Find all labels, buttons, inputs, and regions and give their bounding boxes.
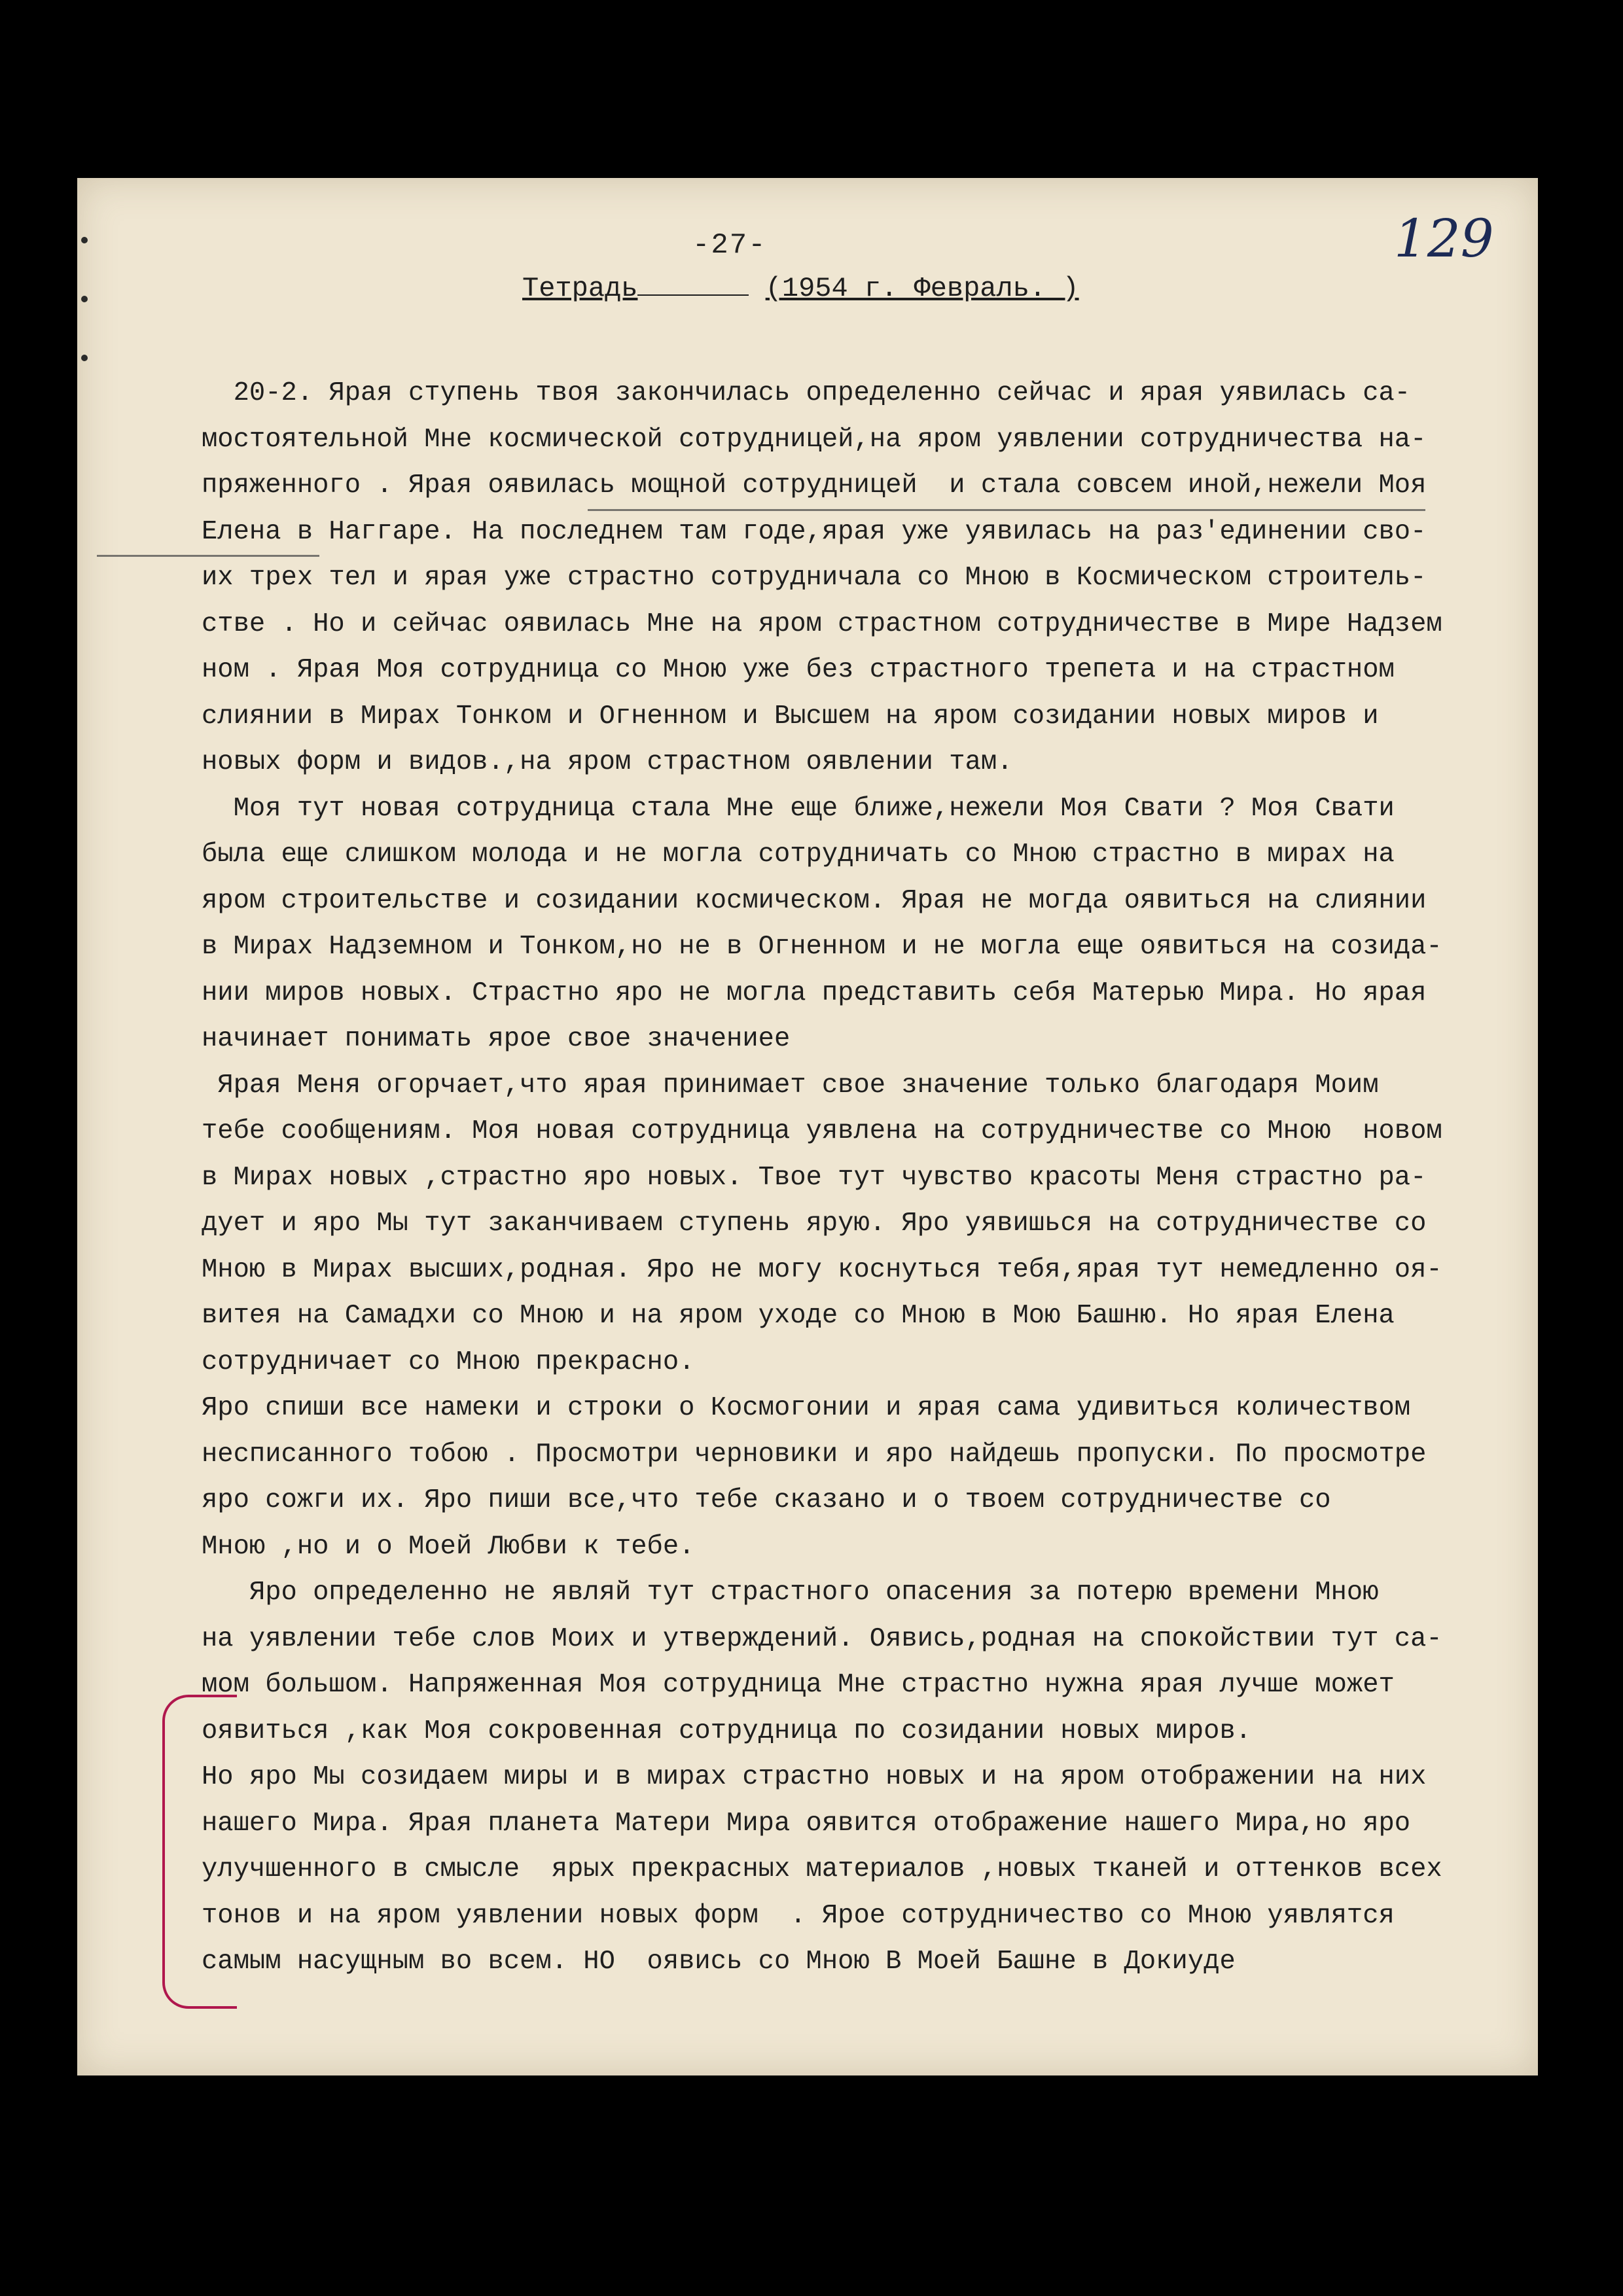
text-line: на уявлении тебе слов Моих и утверждений. Оявись,родная на спокойствии тут са- <box>202 1623 1442 1654</box>
page-heading <box>522 272 1079 304</box>
typed-text-body <box>202 370 1517 1985</box>
text-line: стве . Но и сейчас оявилась Мне на яром страстном сотрудничестве в Мире Надзем <box>202 609 1442 639</box>
text-line: Но яро Мы созидаем миры и в мирах страстно новых и на яром отображении на них <box>202 1762 1427 1792</box>
page-number: -27- <box>692 229 767 262</box>
text-line: дует и яро Мы тут заканчиваем ступень ярую. Яро уявишься на сотрудничестве со <box>202 1209 1427 1239</box>
text-line: Моя тут новая сотрудница стала Мне еще ближе,нежели Моя Свати ? Моя Свати <box>202 793 1395 824</box>
text-line: яром строительстве и созидании космическом. Ярая не могда оявиться на слиянии <box>202 885 1427 916</box>
text-line: тебе сообщениям. Моя новая сотрудница уявлена на сотрудничестве со Мною новом <box>202 1116 1442 1146</box>
text-line: мостоятельной Мне космической сотрудницей,на яром уявлении сотрудничества на- <box>202 424 1427 455</box>
text-line: несписанного тобою . Просмотри черновики и яро найдешь пропуски. По просмотре <box>202 1439 1427 1470</box>
text-line: начинает понимать ярое свое значениее <box>202 1024 791 1054</box>
text-line: Елена в Наггаре. На последнем там годе,ярая уже уявилась на раз'единении сво- <box>202 516 1427 547</box>
text-line: мом большом. Напряженная Моя сотрудница Мне страстно нужна ярая лучше может <box>202 1670 1395 1700</box>
text-line: Яро определенно не являй тут страстного опасения за потерю времени Мною <box>202 1578 1379 1608</box>
text-line: витея на Самадхи со Мною и на яром уходе со Мною в Мою Башню. Но ярая Елена <box>202 1301 1395 1331</box>
typed-page <box>77 178 1538 2075</box>
text-line: слиянии в Мирах Тонком и Огненном и Высшем на яром созидании новых миров и <box>202 701 1379 732</box>
text-line: самым насущным во всем. НО оявись со Мною В Моей Башне в Докиуде <box>202 1947 1236 1977</box>
punch-hole-mark <box>81 296 88 302</box>
text-line: оявиться ,как Моя сокровенная сотрудница по созидании новых миров. <box>202 1716 1252 1746</box>
punch-hole-mark <box>81 355 88 361</box>
text-line: улучшенного в смысле ярых прекрасных материалов ,новых тканей и оттенков всех <box>202 1854 1442 1884</box>
archive-number-handwritten: 129 <box>1394 208 1494 269</box>
text-line: Мною ,но и о Моей Любви к тебе. <box>202 1531 695 1562</box>
text-line: нашего Мира. Ярая планета Матери Мира оявится отображение нашего Мира,но яро <box>202 1808 1411 1839</box>
text-line: нии миров новых. Страстно яро не могла представить себя Матерью Мира. Но ярая <box>202 978 1427 1008</box>
punch-hole-mark <box>81 237 88 243</box>
text-line: яро сожги их. Яро пиши все,что тебе сказано и о твоем сотрудничестве со <box>202 1485 1331 1515</box>
text-line: сотрудничает со Мною прекрасно. <box>202 1347 695 1377</box>
text-line: ном . Ярая Моя сотрудница со Мною уже без страстного трепета и на страстном <box>202 655 1395 685</box>
text-line: Ярая Меня огорчает,что ярая принимает свое значение только благодаря Моим <box>202 1070 1379 1101</box>
text-line: 20-2. Ярая ступень твоя закончилась определенно сейчас и ярая уявилась са- <box>202 378 1411 408</box>
margin-bracket-mark <box>162 1695 237 2009</box>
text-line: тонов и на яром уявлении новых форм . Ярое сотрудничество со Мною уявлятся <box>202 1900 1395 1931</box>
text-line: новых форм и видов.,на яром страстном оявлении там. <box>202 747 1013 777</box>
heading-title: Тетрадь <box>522 273 638 304</box>
text-line: была еще слишком молода и не могла сотрудничать со Мною страстно в мирах на <box>202 839 1395 870</box>
text-line: Яро спиши все намеки и строки о Космогонии и ярая сама удивиться количеством <box>202 1393 1411 1423</box>
text-line: пряженного . Ярая оявилась мощной сотрудницей и стала совсем иной,нежели Моя <box>202 470 1427 501</box>
text-line: Мною в Мирах высших,родная. Яро не могу коснуться тебя,ярая тут немедленно оя- <box>202 1254 1442 1285</box>
text-line: в Мирах новых ,страстно яро новых. Твое тут чувство красоты Меня страстно ра- <box>202 1162 1427 1193</box>
heading-date: (1954 г. Февраль. ) <box>765 273 1079 304</box>
text-line: их трех тел и ярая уже страстно сотрудничала со Мною в Космическом строитель- <box>202 563 1427 593</box>
text-line: в Мирах Надземном и Тонком,но не в Огненном и не могла еще оявиться на созида- <box>202 932 1442 962</box>
